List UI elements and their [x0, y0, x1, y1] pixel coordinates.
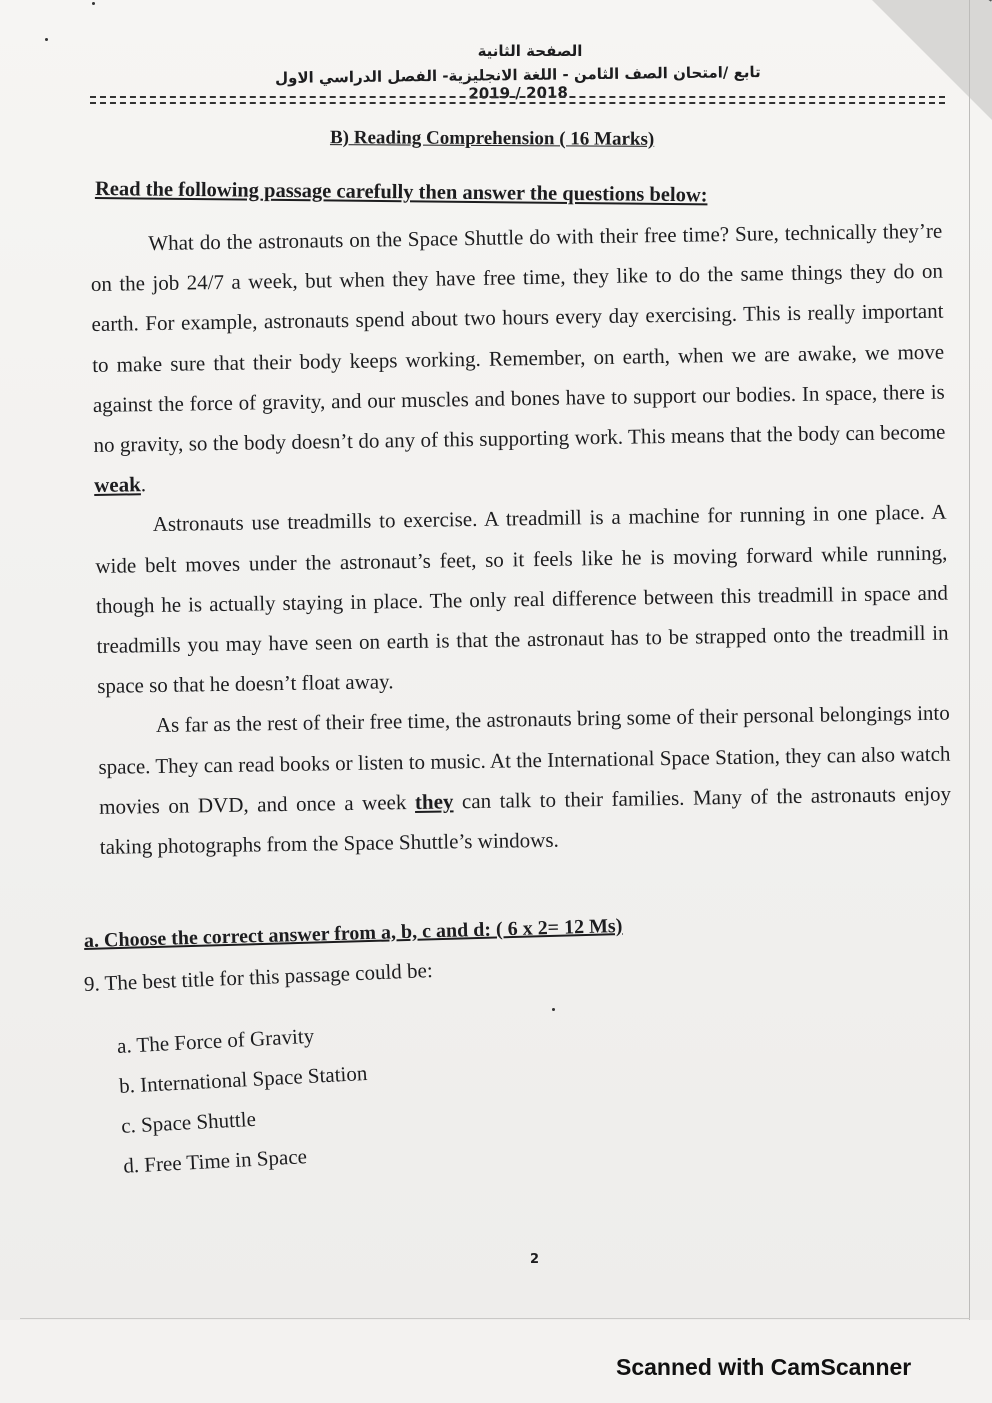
paragraph-3-text: As far as the rest of their free time, the astronauts bring some of their personal belongings into space. They can read books or listen to music. At the International Space Station, they can also watch movies on DVD, and once a week — [98, 700, 951, 819]
questions-heading: a. Choose the correct answer from a, b, c and d: ( 6 x 2= 12 Ms) — [83, 914, 623, 952]
header-divider-top — [90, 96, 945, 98]
page-edge-right — [969, 0, 970, 1320]
reading-passage — [90, 211, 952, 868]
keyword-they: they — [414, 789, 454, 814]
paragraph-1-text: What do the astronauts on the Space Shuttle do with their free time? Sure, technically they’re on the job 24/7 a week, but when they have free time, they like to do the same things they do on earth. For example, astronauts spend about two hours every day exercising. This is really important to make sure that their body keeps working. Remember, on earth, when we are awake, we move against the force of gravity, and our muscles and bones have to support our bodies. In space, there is no gravity, so the body doesn’t do any of this supporting work. This means that the body can become — [90, 218, 946, 457]
passage-paragraph-2: Astronauts use treadmills to exercise. A treadmill is a machine for running in one place. A wide belt moves under the astronaut’s feet, so it feels like he is moving forward while running, though he is actually staying in place. The only real difference between this treadmill in space and treadmills you may have seen on earth is that the astronaut has to be strapped onto the treadmill in space so that he doesn’t float away. — [95, 500, 949, 699]
speck — [552, 1008, 555, 1011]
page-edge-bottom — [20, 1318, 970, 1319]
passage-paragraph-1 — [90, 211, 946, 506]
speck — [45, 38, 48, 41]
passage-paragraph-3 — [98, 693, 952, 867]
reading-instruction: Read the following passage carefully then answer the questions below: — [94, 178, 708, 207]
question-9: 9. The best title for this passage could be: — [83, 958, 434, 996]
question-9-options — [116, 1004, 544, 1186]
option-c: c. Space Shuttle — [120, 1106, 257, 1138]
arabic-exam-subtitle: تابع /امتحان الصف الثامن - اللغة الانجليزية- الفصل الدراسي الاول 2018 / 2019 — [274, 63, 761, 103]
page-number: 2 — [530, 1252, 540, 1267]
scanner-watermark: Scanned with CamScanner — [616, 1354, 912, 1380]
option-d: d. Free Time in Space — [122, 1144, 308, 1178]
keyword-weak: weak — [93, 472, 141, 498]
paragraph-3-end: can talk to their families. Many of the astronauts enjoy taking photographs from the Space Shuttle’s windows. — [99, 781, 952, 859]
paragraph-1-end: . — [140, 472, 147, 497]
section-title: B) Reading Comprehension ( 16 Marks) — [329, 127, 655, 150]
header-divider-bottom — [90, 102, 945, 104]
arabic-page-label: الصفحة الثانية — [477, 42, 583, 60]
option-a: a. The Force of Gravity — [116, 1023, 315, 1058]
speck — [92, 2, 95, 5]
option-b: b. International Space Station — [118, 1060, 368, 1098]
